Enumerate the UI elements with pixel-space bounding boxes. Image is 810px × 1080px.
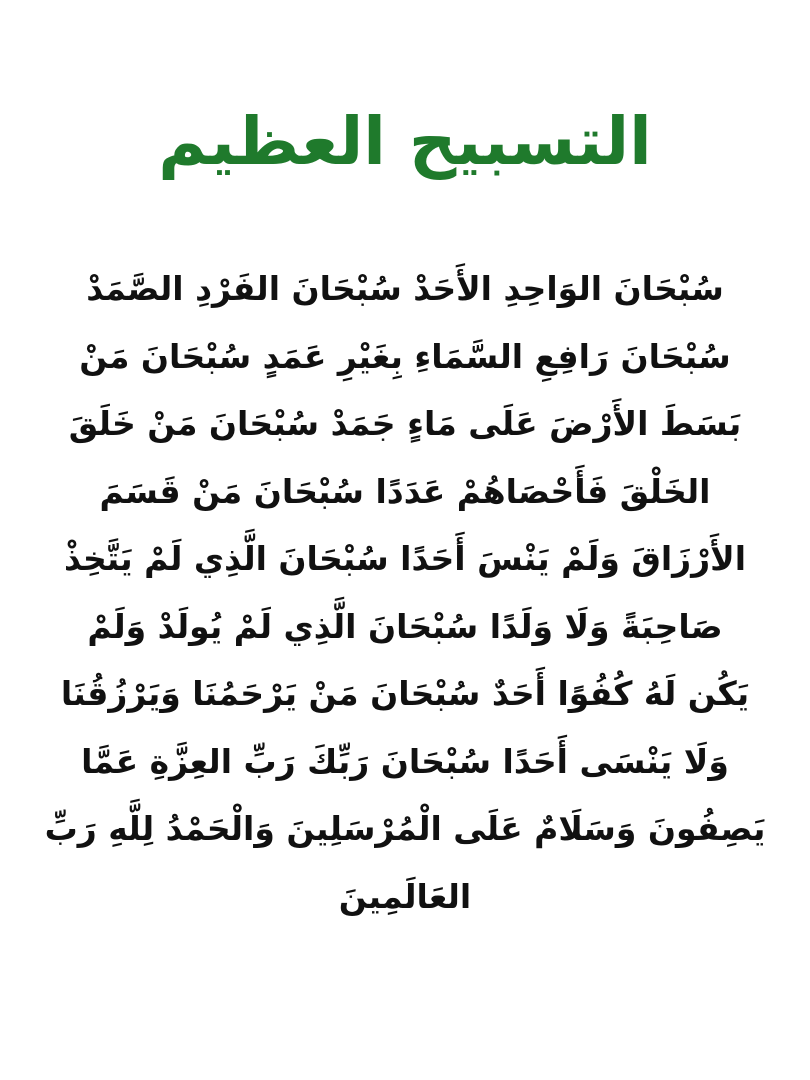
text-line: سُبْحَانَ رَافِعِ السَّمَاءِ بِغَيْرِ عَمَدٍ سُبْحَانَ مَنْ <box>79 336 731 376</box>
text-line: الأَرْزَاقَ وَلَمْ يَنْسَ أَحَدًا سُبْحَانَ الَّذِي لَمْ يَتَّخِذْ <box>63 539 747 578</box>
tasbih-text <box>40 255 770 930</box>
text-line: سُبْحَانَ الوَاحِدِ الأَحَدْ سُبْحَانَ الفَرْدِ الصَّمَدْ <box>86 269 724 308</box>
text-line: بَسَطَ الأَرْضَ عَلَى مَاءٍ جَمَدْ سُبْحَانَ مَنْ خَلَقَ <box>68 404 742 443</box>
text-line: يَصِفُونَ وَسَلَامٌ عَلَى الْمُرْسَلِينَ وَالْحَمْدُ لِلَّهِ رَبِّ <box>44 809 766 848</box>
text-line: الخَلْقَ فَأَحْصَاهُمْ عَدَدًا سُبْحَانَ مَنْ قَسَمَ <box>99 471 711 511</box>
page-title: التسبيح العظيم <box>158 103 652 180</box>
text-line: وَلَا يَنْسَى أَحَدًا سُبْحَانَ رَبِّكَ رَبِّ العِزَّةِ عَمَّا <box>81 741 729 781</box>
text-line: يَكُن لَهُ كُفُوًا أَحَدٌ سُبْحَانَ مَنْ يَرْحَمُنَا وَيَرْزُقُنَا <box>60 674 750 713</box>
text-line: صَاحِبَةً وَلَا وَلَدًا سُبْحَانَ الَّذِي لَمْ يُولَدْ وَلَمْ <box>87 606 723 646</box>
text-line: العَالَمِينَ <box>338 876 472 916</box>
